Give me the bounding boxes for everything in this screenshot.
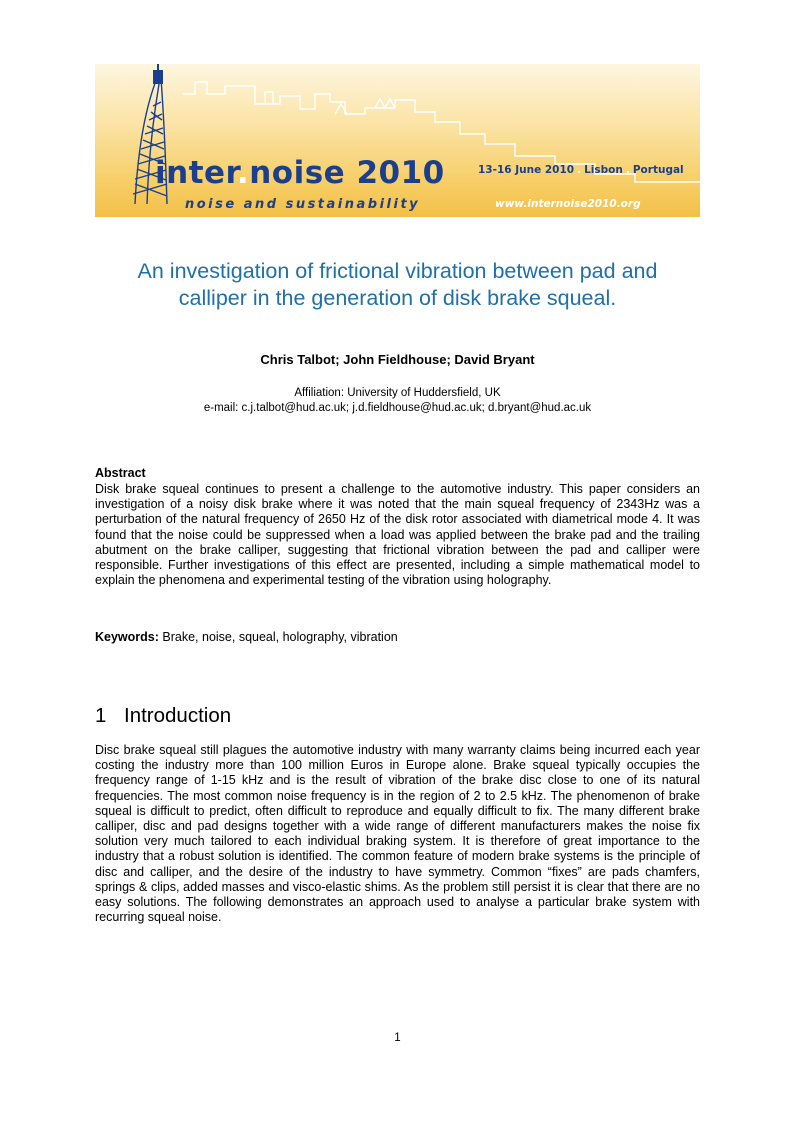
section-number: 1 bbox=[95, 704, 107, 727]
affiliation-block bbox=[95, 386, 700, 416]
paper-title-line-1: An investigation of frictional vibration between pad and bbox=[137, 259, 658, 283]
banner-url: www.internoise2010.org bbox=[495, 198, 641, 210]
page-number: 1 bbox=[394, 1032, 401, 1044]
abstract-heading: Abstract bbox=[95, 466, 146, 480]
conference-banner bbox=[95, 64, 700, 217]
banner-subtitle: noise and sustainability bbox=[185, 197, 421, 212]
section-heading bbox=[95, 704, 231, 728]
keywords-label: Keywords: bbox=[95, 630, 159, 644]
tower-top bbox=[153, 70, 163, 84]
keywords-text: Brake, noise, squeal, holography, vibration bbox=[162, 630, 398, 644]
introduction-text: Disc brake squeal still plagues the automotive industry with many warranty claims being incurred each year costing the industry more than 100 million Euros in Europe alone. Brake squeal typically occupies the frequency range of 1-15 kHz and is the result of vibration of the brake disc close to one of its natural frequencies. The most common noise frequency is in the region of 2 to 2.5 kHz. The phenomenon of brake squeal is difficult to predict, often difficult to reproduce and equally difficult to fix. The many different brake calliper, disc and pad designs together with a wide range of different manufacturers makes the noise fix solution very much tailored to each individual braking system. It is therefore of great importance to the industry that a robust solution is identified. The common feature of modern brake systems is the principle of disc and calliper, and the desire of the industry to have symmetry. Common “fixes” are pads chamfers, springs & clips, added masses and visco-elastic shims. As the problem still persist it is clear that there are no easy solutions. The following demonstrates an approach used to analyse a particular brake system with recurring squeal noise. bbox=[95, 743, 700, 925]
keywords bbox=[95, 630, 398, 644]
paper-title bbox=[95, 258, 700, 312]
abstract-text: Disk brake squeal continues to present a challenge to the automotive industry. This paper considers an investigation of a noisy disk brake where it was noted that the main squeal frequency of 2343Hz was a perturbation of the natural frequency of 2650 Hz of the disk rotor associated with diametrical mode 4. It was found that the noise could be suppressed when a load was applied between the brake pad and the trailing abutment on the brake calliper, suggesting that frictional vibration between the pad and calliper were responsible. Further investigations of this effect are presented, including a simple mathematical model to explain the phenomena and experimental testing of the vibration using holography. bbox=[95, 482, 700, 588]
banner-title: inter.noise 2010 bbox=[155, 155, 445, 191]
section-title: Introduction bbox=[124, 704, 232, 727]
author-emails: e-mail: c.j.talbot@hud.ac.uk; j.d.fieldhouse@hud.ac.uk; d.bryant@hud.ac.uk bbox=[203, 402, 592, 414]
lisbon-skyline-illustration bbox=[95, 64, 700, 217]
paper-title-line-2: calliper in the generation of disk brake squeal. bbox=[178, 286, 617, 310]
paper-authors: Chris Talbot; John Fieldhouse; David Bryant bbox=[260, 352, 535, 367]
banner-date-location: 13-16 June 2010 . Lisbon . Portugal bbox=[478, 164, 684, 176]
affiliation: Affiliation: University of Huddersfield, UK bbox=[294, 387, 501, 399]
